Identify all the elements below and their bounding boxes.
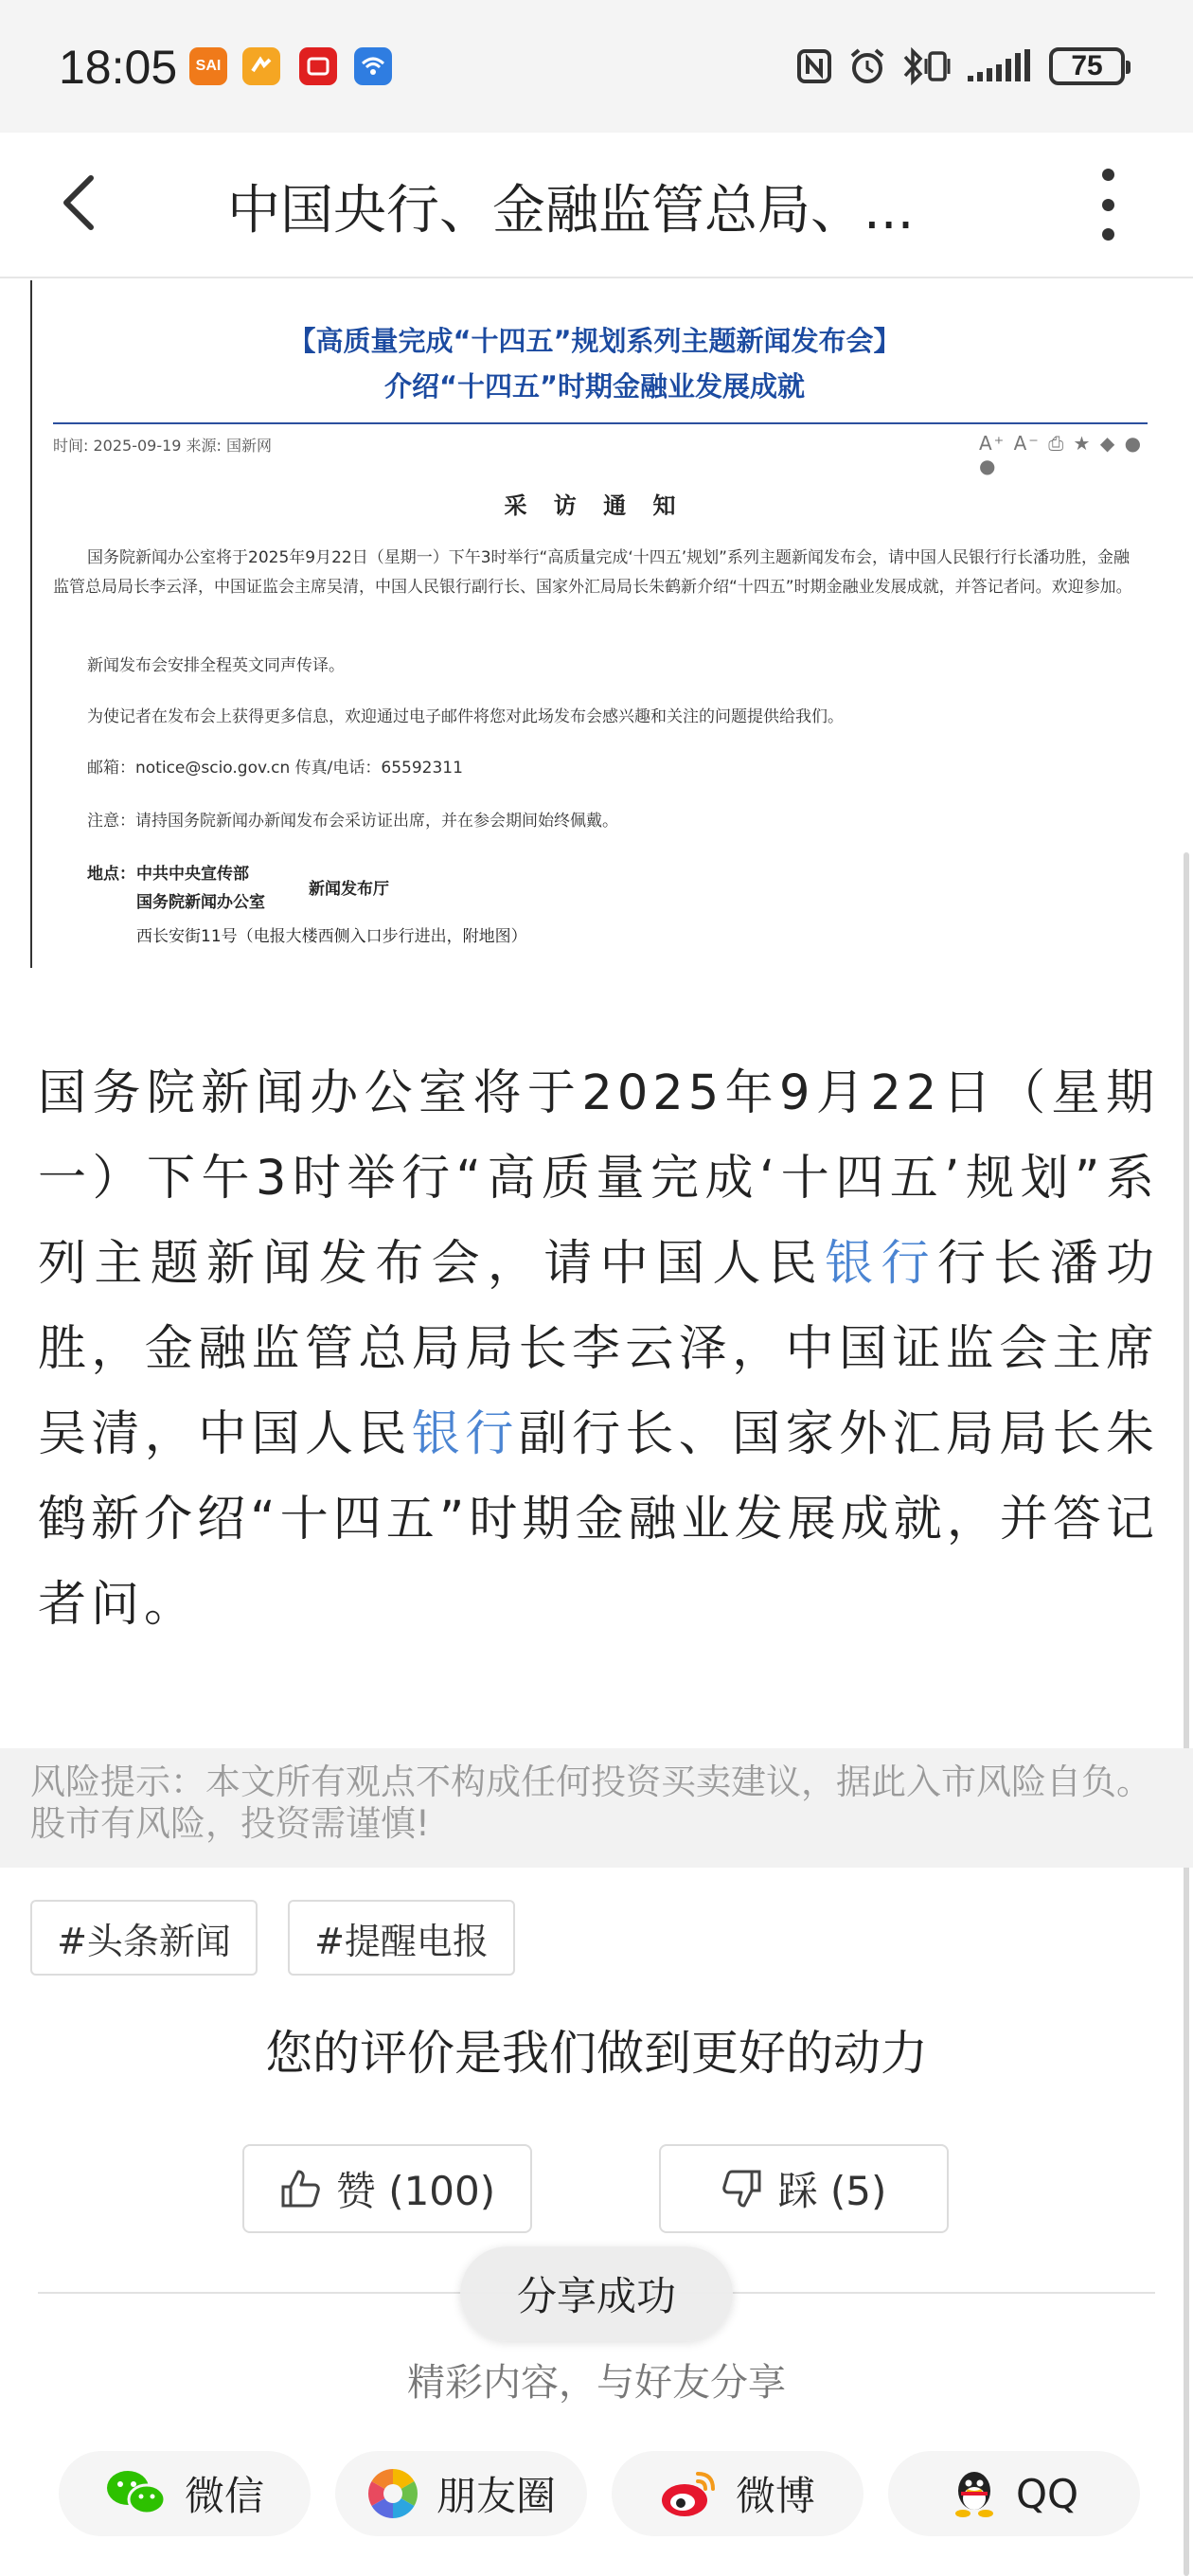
status-bar [0,0,1193,133]
toast-message: 分享成功 [460,2246,733,2341]
article-text: 国务院新闻办公室将于2025年9月22日（星期一）下午3时举行“高质量完成‘十四五’规划”系列主题新闻发布会，请中国人民 [38,1065,1159,1292]
notice-tools: A⁺ A⁻ ⎙ ★ ◆ ● ● [979,432,1144,477]
notice-divider [53,422,1148,424]
orange-app-icon [242,47,280,85]
dislike-count: 踩 (5) [777,2168,887,2214]
share-weibo-button[interactable] [612,2451,864,2536]
article-text: 副行长、国家外汇局局长朱鹤新介绍“十四五”时期金融业发展成就，并答记者问。 [38,1406,1159,1633]
notice-heading-line2: 介绍“十四五”时期金融业发展成就 [383,370,806,402]
share-moments-button[interactable] [335,2451,587,2536]
qq-icon [950,2466,999,2521]
weibo-icon [660,2468,719,2519]
notice-paragraph: 新闻发布会安排全程英文同声传译。 [87,656,345,675]
share-wechat-button[interactable] [59,2451,311,2536]
more-options-button[interactable] [1089,169,1127,241]
stock-link[interactable]: 银行 [825,1236,937,1292]
notice-paragraph: 为使记者在发布会上获得更多信息，欢迎通过电子邮件将您对此场发布会感兴趣和关注的问题提供给我们。 [87,707,844,726]
share-moments-label: 朋友圈 [436,2473,556,2519]
dislike-button[interactable] [659,2144,949,2233]
alarm-icon [846,45,888,87]
like-button[interactable] [242,2144,532,2233]
share-wechat-label: 微信 [184,2473,264,2519]
notice-title: 采 访 通 知 [504,492,686,519]
notice-location-org: 国务院新闻办公室 [136,893,265,912]
notice-paragraph: 国务院新闻办公室将于2025年9月22日（星期一）下午3时举行“高质量完成‘十四五’规划”系列主题新闻发布会，请中国人民银行行长潘功胜，金融监管总局局长李云泽，中国证监会主席吴清，中国人民银行副行长、国家外汇局局长朱鹤新介绍“十四五”时期金融业发展成就，并答记者问。欢迎参加。 [53,548,1132,597]
notice-image [30,280,1157,968]
top-nav-bar [0,133,1193,278]
more-dot-icon [1102,199,1114,211]
thumbs-down-icon [721,2168,763,2209]
risk-tip-banner [0,1748,1193,1868]
article-text: 行长潘功胜，金融监管总局局长李云泽，中国证监会主席吴清，中国人民 [38,1236,1159,1462]
notice-heading-line1: 【高质量完成“十四五”规划系列主题新闻发布会】 [288,325,901,357]
notice-note: 注意：请持国务院新闻办新闻发布会采访证出席，并在参会期间始终佩戴。 [87,812,618,831]
more-dot-icon [1102,228,1114,241]
thumbs-up-icon [279,2168,321,2209]
share-qq-button[interactable] [888,2451,1140,2536]
bluetooth-vibrate-icon [899,45,956,87]
notice-address: 西长安街11号（电报大楼西侧入口步行进出，附地图） [136,927,527,946]
risk-tip-text: 风险提示：本文所有观点不构成任何投资买卖建议，据此入市风险自负。股市有风险，投资需谨慎! [30,1762,1151,1844]
battery-indicator: 75 [1049,47,1125,85]
sai-app-icon: SAI [189,47,227,85]
page-title: 中国央行、金融监管总局、... [227,180,915,242]
share-title: 精彩内容，与好友分享 [407,2361,786,2405]
status-time: 18:05 [59,41,178,94]
stock-link[interactable]: 银行 [411,1406,519,1462]
like-count: 赞 (100) [335,2168,496,2214]
tag-reminder-telegram[interactable]: #提醒电报 [288,1900,515,1976]
nfc-icon [793,45,835,87]
back-button[interactable] [51,165,108,241]
notice-location-hall: 新闻发布厅 [309,880,389,899]
chevron-left-icon [51,165,108,241]
share-weibo-label: 微博 [735,2473,815,2519]
notice-location-label: 地点： [87,865,135,884]
moments-icon [366,2467,419,2520]
share-qq-label: QQ [1015,2470,1079,2517]
signal-icon [966,45,1036,87]
scrollbar[interactable] [1184,852,1189,2576]
more-dot-icon [1102,169,1114,181]
red-app-icon [299,47,337,85]
article-body [38,1051,1159,1648]
notice-meta: 时间: 2025-09-19 来源: 国新网 [53,437,273,455]
rating-title: 您的评价是我们做到更好的动力 [265,2026,928,2081]
notice-contact: 邮箱：notice@scio.gov.cn 传真/电话：65592311 [87,759,463,778]
blue-app-icon [354,47,392,85]
notice-location-org: 中共中央宣传部 [136,865,249,884]
tag-headline-news[interactable]: #头条新闻 [30,1900,258,1976]
wechat-icon [105,2467,168,2520]
